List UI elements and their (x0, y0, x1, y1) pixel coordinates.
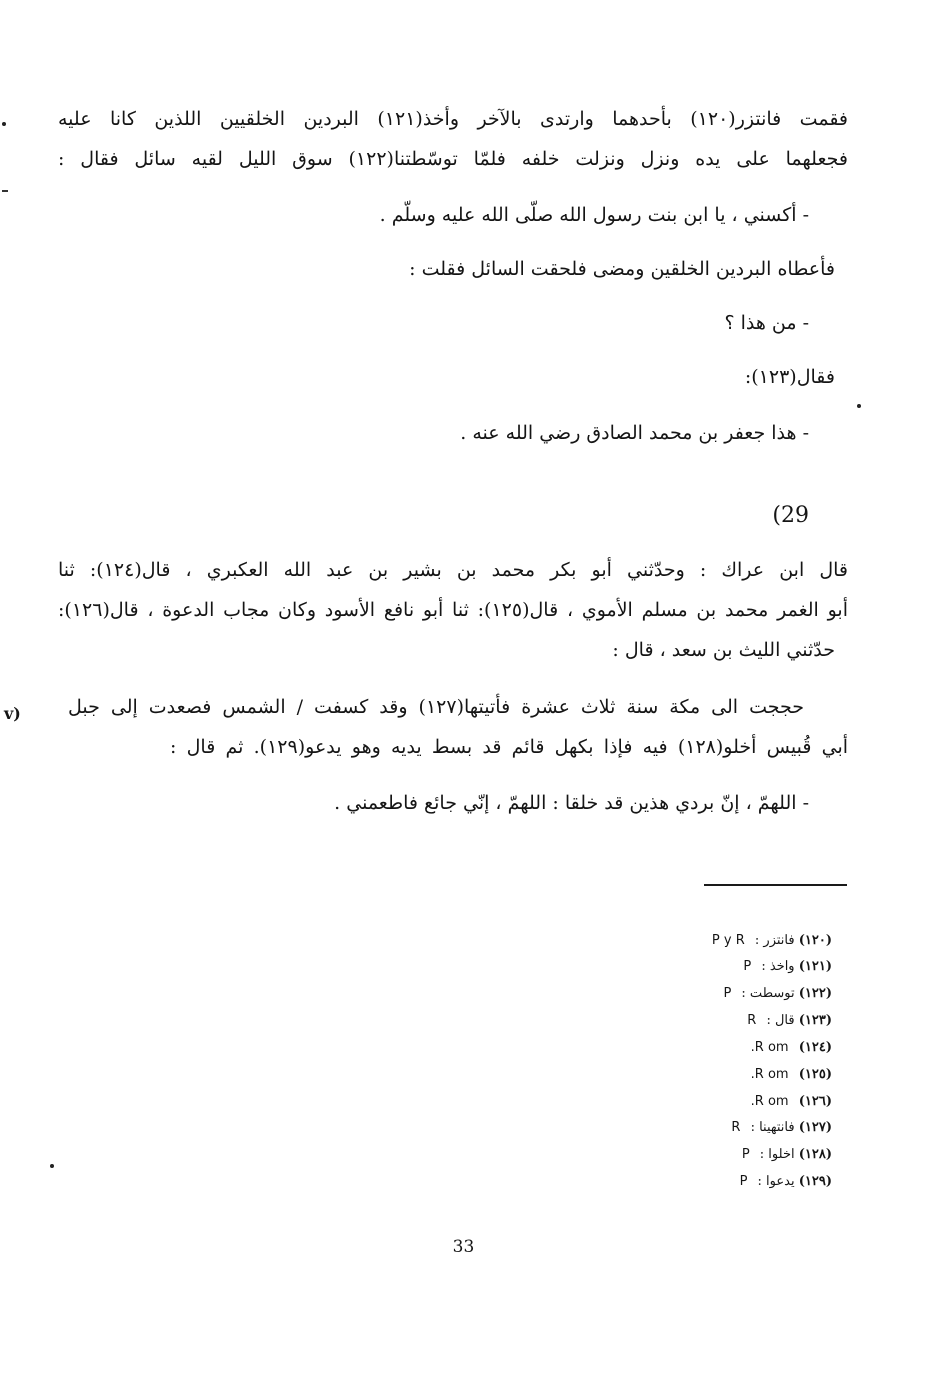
footnote-source: R om. (750, 1040, 789, 1055)
footnote-source: R om. (750, 1094, 789, 1109)
footnote-source: P (723, 986, 732, 1001)
footnote-source: P y R (711, 933, 745, 948)
footnote-number: (١٢٠) (798, 933, 832, 948)
footnote-word: فانتهينا : (750, 1120, 795, 1135)
body-line: حججت الى مكة سنة ثلاث عشرة فأتيتها(١٢٧) وقد كسفت / الشمس فصعدت إلى جبل (68, 696, 805, 718)
footnote-word: اخلوا : (759, 1147, 795, 1162)
footnote-number: (١٢٤) (798, 1040, 832, 1055)
footnote (600, 1173, 832, 1191)
footnote (600, 985, 832, 1003)
footnote-word: قال : (766, 1013, 795, 1028)
footnote-number: (١٢١) (798, 959, 832, 974)
page-number: 33 (452, 1237, 475, 1257)
scan-mark (2, 190, 8, 192)
footnote (600, 932, 832, 950)
footnote-word: واخذ : (761, 959, 795, 974)
footnote-number: (١٢٨) (798, 1147, 832, 1162)
footnote-number: (١٢٥) (798, 1067, 832, 1082)
scan-mark (2, 122, 6, 126)
footnote-source: P (743, 959, 752, 974)
scan-mark (857, 404, 861, 408)
footnote-source: R (731, 1120, 741, 1135)
footnote (600, 1093, 832, 1111)
footnote (600, 1039, 832, 1057)
footnote-number: (١٢٣) (798, 1013, 832, 1028)
dialogue-line: - أكسني ، يا ابن بنت رسول الله صلّى الله عليه وسلّم . (379, 204, 809, 226)
footnote-number: (١٢٧) (798, 1120, 832, 1135)
footnote-word: توسطت : (741, 986, 795, 1001)
body-line: قال ابن عراك : وحدّثني أبو بكر محمد بن بشير بن عبد الله العكبري ، قال(١٢٤): ثنا (58, 559, 848, 581)
body-line: أبي قُبيس أخلو(١٢٨) فيه فإذا بكهل قائم قد بسط يديه وهو يدعو(١٢٩). ثم قال : (170, 736, 849, 758)
footnote-source: R om. (750, 1067, 789, 1082)
footnote-separator (704, 884, 847, 886)
body-line: فقال(١٢٣): (744, 366, 835, 388)
footnote-word: يدعوا : (757, 1174, 795, 1189)
footnote (600, 958, 832, 976)
footnote-number: (١٢٦) (798, 1094, 832, 1109)
footnote (600, 1146, 832, 1164)
footnote-number: (١٢٢) (798, 986, 832, 1001)
dialogue-line: - من هذا ؟ (724, 312, 809, 334)
section-number: (29 (772, 503, 809, 528)
dialogue-line: - هذا جعفر بن محمد الصادق رضي الله عنه . (460, 422, 809, 444)
margin-folio-note: v) (4, 704, 21, 723)
footnote-source: R (747, 1013, 757, 1028)
footnote-source: P (739, 1174, 748, 1189)
scan-mark (50, 1164, 54, 1168)
footnote (600, 1066, 832, 1084)
dialogue-line: - اللهمّ ، إنّ بردي هذين قد خلقا : اللهمّ ، إنّي جائع فاطعمني . (334, 792, 809, 814)
footnote (600, 1012, 832, 1030)
body-line: فقمت فانتزر(١٢٠) بأحدهما وارتدى بالآخر وأخذ(١٢١) البردين الخلقيين اللذين كانا عليه (58, 108, 849, 130)
footnote-word: فانتزر : (754, 933, 795, 948)
body-line: حدّثني الليث بن سعد ، قال : (612, 639, 835, 661)
footnote-number: (١٢٩) (798, 1174, 832, 1189)
body-line: فجعلهما على يده ونزل ونزلت خلفه فلمّا توسّطتنا(١٢٢) سوق الليل لقيه سائل فقال : (58, 148, 848, 170)
body-line: أبو الغمر محمد بن مسلم الأموي ، قال(١٢٥): ثنا أبو نافع الأسود وكان مجاب الدعوة ، قال(١٢٦): (58, 599, 848, 621)
body-line: فأعطاه البردين الخلقين ومضى فلحقت السائل فقلت : (409, 258, 835, 280)
footnote-source: P (741, 1147, 750, 1162)
footnote (600, 1119, 832, 1137)
